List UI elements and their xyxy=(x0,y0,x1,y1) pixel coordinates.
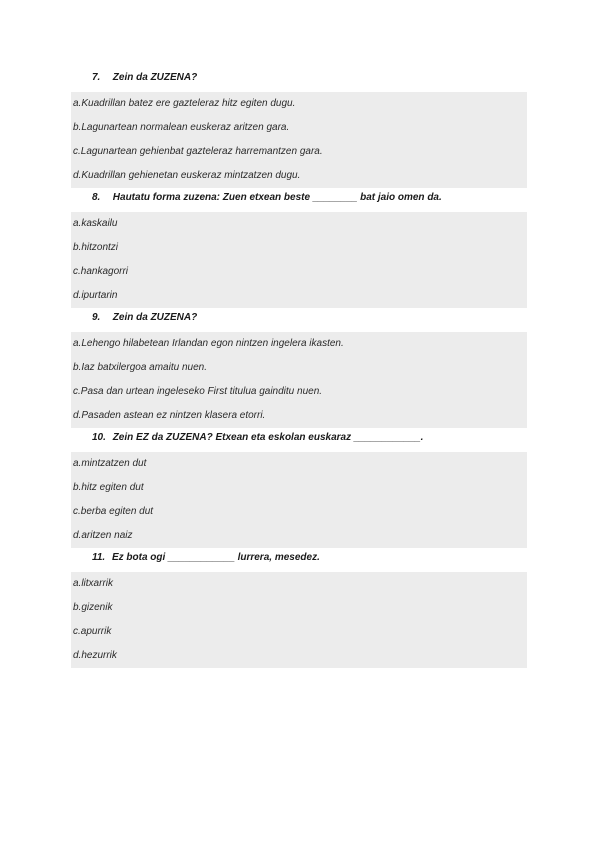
question-7 xyxy=(92,71,197,85)
question-number: 9. xyxy=(92,312,101,323)
options-q11 xyxy=(71,572,527,668)
question-9 xyxy=(92,311,197,325)
question-text: Ez bota ogi ____________ lurrera, mesedez. xyxy=(111,552,320,563)
option-c[interactable]: c.hankagorri xyxy=(73,266,129,277)
option-d[interactable]: d.Pasaden astean ez nintzen klasera etorri. xyxy=(73,410,266,421)
question-10 xyxy=(92,431,423,445)
option-b[interactable]: b.Iaz batxilergoa amaitu nuen. xyxy=(73,362,207,373)
option-d[interactable]: d.Kuadrillan gehienetan euskeraz mintzatzen dugu. xyxy=(73,170,301,181)
options-q7 xyxy=(71,92,527,188)
option-b[interactable]: b.hitz egiten dut xyxy=(73,482,144,493)
option-a[interactable]: a.kaskailu xyxy=(73,218,118,229)
option-d[interactable]: d.aritzen naiz xyxy=(73,530,133,541)
question-text: Zein da ZUZENA? xyxy=(112,72,198,83)
option-a[interactable]: a.mintzatzen dut xyxy=(73,458,147,469)
option-c[interactable]: c.Pasa dan urtean ingeleseko First titulua gainditu nuen. xyxy=(73,386,323,397)
option-d[interactable]: d.ipurtarin xyxy=(73,290,118,301)
question-8 xyxy=(92,191,442,205)
option-c[interactable]: c.apurrik xyxy=(73,626,112,637)
option-b[interactable]: b.hitzontzi xyxy=(73,242,119,253)
question-text: Hautatu forma zuzena: Zuen etxean beste ________ bat jaio omen da. xyxy=(112,192,442,203)
options-q9 xyxy=(71,332,527,428)
option-b[interactable]: b.gizenik xyxy=(73,602,113,613)
option-a[interactable]: a.Lehengo hilabetean Irlandan egon nintzen ingelera ikasten. xyxy=(73,338,344,349)
question-number: 10. xyxy=(92,432,106,443)
option-c[interactable]: c.berba egiten dut xyxy=(73,506,154,517)
question-11 xyxy=(92,551,320,565)
question-number: 7. xyxy=(92,72,101,83)
option-a[interactable]: a.Kuadrillan batez ere gazteleraz hitz egiten dugu. xyxy=(73,98,296,109)
question-number: 8. xyxy=(92,192,101,203)
option-b[interactable]: b.Lagunartean normalean euskeraz aritzen gara. xyxy=(73,122,290,133)
option-c[interactable]: c.Lagunartean gehienbat gazteleraz harremantzen gara. xyxy=(73,146,323,157)
question-text: Zein EZ da ZUZENA? Etxean eta eskolan euskaraz ____________. xyxy=(112,432,424,443)
options-q8 xyxy=(71,212,527,308)
option-a[interactable]: a.litxarrik xyxy=(73,578,114,589)
option-d[interactable]: d.hezurrik xyxy=(73,650,117,661)
options-q10 xyxy=(71,452,527,548)
question-text: Zein da ZUZENA? xyxy=(112,312,198,323)
question-number: 11. xyxy=(92,552,106,563)
